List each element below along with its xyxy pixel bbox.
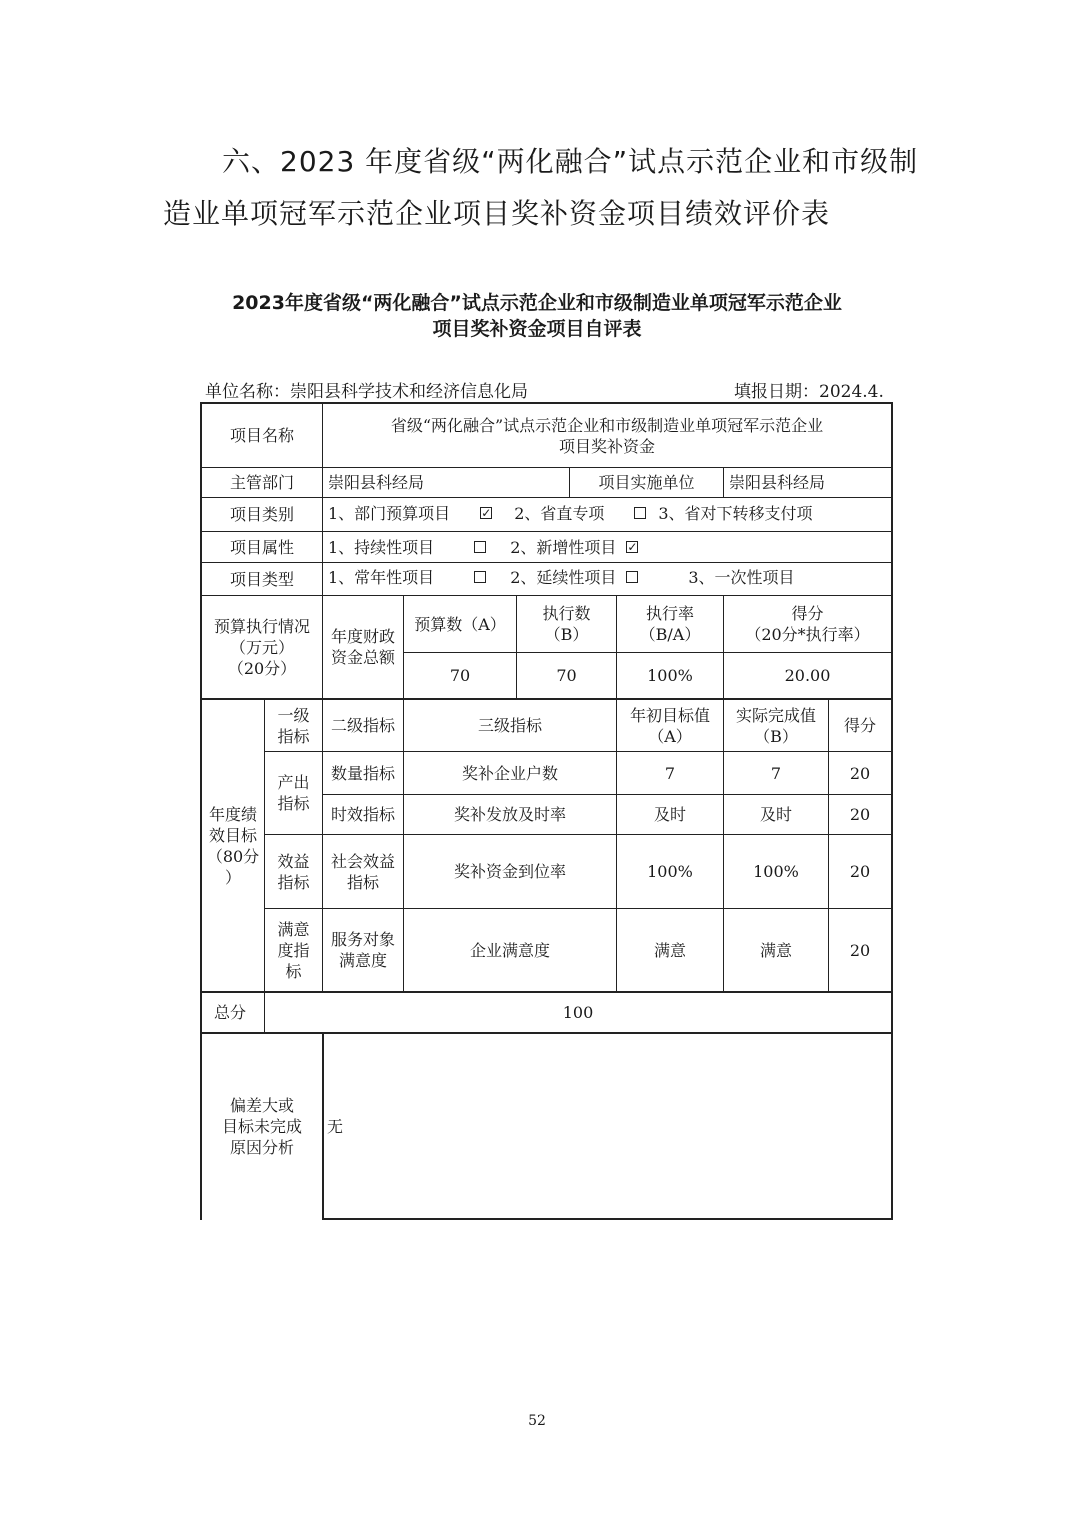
unit-name: 单位名称：崇阳县科学技术和经济信息化局 <box>205 382 528 402</box>
header-level1-line-1: 一级 <box>277 705 310 725</box>
category-option-2: 2、省直专项 <box>514 503 605 523</box>
budget-val-a: 70 <box>449 666 471 685</box>
table-row-3-score: 20 <box>849 862 871 881</box>
table-row-4-level2-line-2: 满意度 <box>338 951 387 970</box>
table-title-line-1: 2023年度省级“两化融合”试点示范企业和市级制造业单项冠军示范企业 <box>232 292 842 314</box>
attr-options <box>323 532 891 562</box>
table-row-3-level3: 奖补资金到位率 <box>453 862 566 881</box>
deviation-label-line-1: 偏差大或 <box>229 1095 294 1115</box>
table-row-3-actual: 100% <box>753 862 799 881</box>
deviation-label <box>202 1034 322 1218</box>
perf-label-line-4: ） <box>224 867 241 887</box>
group-benefit-line-2: 指标 <box>277 872 310 892</box>
heading-line-1: 六、2023 年度省级“两化融合”试点示范企业和市级制 <box>222 145 919 178</box>
checkbox-empty-icon <box>474 541 486 553</box>
header-level3: 三级指标 <box>477 716 542 735</box>
budget-col-rate-line-2: （B/A） <box>639 625 701 644</box>
table-row-1-level3: 奖补企业户数 <box>461 763 558 783</box>
table-row-4-target: 满意 <box>653 940 686 960</box>
table-row-4-actual: 满意 <box>759 940 792 960</box>
budget-col-a: 预算数（A） <box>414 614 506 634</box>
heading-line-2: 造业单项冠军示范企业项目奖补资金项目绩效评价表 <box>163 197 831 230</box>
budget-col-b <box>517 596 616 652</box>
budget-val-b: 70 <box>556 666 577 685</box>
dept-value: 崇阳县科经局 <box>328 473 425 492</box>
table-row-1-level2: 数量指标 <box>330 763 395 783</box>
table-row-3-level2-line-1: 社会效益 <box>330 851 395 871</box>
project-name-label: 项目名称 <box>229 426 294 445</box>
total-label: 总分 <box>214 1003 247 1022</box>
table-row-3-level2-line-2: 指标 <box>346 872 379 892</box>
header-target-line-1: 年初目标值 <box>629 705 710 725</box>
budget-col-score-line-1: 得分 <box>791 604 824 623</box>
budget-label <box>202 596 322 698</box>
type-options <box>323 563 891 591</box>
header-actual-line-2: （B） <box>754 726 798 746</box>
perf-label-line-2: 效目标 <box>208 825 257 845</box>
group-satisfaction-line-3: 标 <box>285 961 302 981</box>
perf-label <box>202 700 264 991</box>
group-benefit <box>265 835 322 908</box>
budget-sub-label <box>323 596 403 698</box>
total-value: 100 <box>562 1003 594 1022</box>
project-name-value-line-1: 省级“两化融合”试点示范企业和市级制造业单项冠军示范企业 <box>390 415 824 435</box>
type-option-1: 1、常年性项目 <box>328 567 435 587</box>
page-number: 52 <box>528 1413 546 1429</box>
budget-col-score-line-2: （20分*执行率） <box>745 625 870 644</box>
budget-sub-label-line-1: 年度财政 <box>330 627 395 646</box>
attr-option-1: 1、持续性项目 <box>328 537 435 557</box>
budget-sub-label-line-2: 资金总额 <box>330 648 395 667</box>
table-row-4-level3: 企业满意度 <box>469 940 550 960</box>
header-level1-line-2: 指标 <box>277 726 310 746</box>
type-label: 项目类型 <box>229 569 294 589</box>
type-option-2: 2、延续性项目 <box>510 567 617 587</box>
header-actual-line-1: 实际完成值 <box>735 705 816 725</box>
budget-col-b-line-2: （B） <box>544 625 589 644</box>
deviation-label-line-3: 原因分析 <box>229 1137 294 1157</box>
table-row-2-target: 及时 <box>653 805 686 824</box>
budget-val-score: 20.00 <box>784 666 831 685</box>
budget-col-rate-line-1: 执行率 <box>645 604 694 623</box>
group-output <box>265 752 322 834</box>
table-row-1-score: 20 <box>849 763 871 783</box>
fill-date: 填报日期：2024.4. <box>734 382 884 402</box>
group-benefit-line-1: 效益 <box>277 851 310 871</box>
table-row-1-target: 7 <box>664 763 676 783</box>
table-row-4-level2-line-1: 服务对象 <box>330 930 395 949</box>
header-actual <box>724 700 828 751</box>
group-satisfaction-line-1: 满意 <box>277 919 310 939</box>
checkbox-checked-icon <box>480 507 492 519</box>
category-option-3: 3、省对下转移支付项 <box>658 503 813 523</box>
project-name-value <box>323 404 891 467</box>
attr-label: 项目属性 <box>229 537 294 557</box>
budget-label-line-2: （万元） <box>229 637 294 657</box>
header-level2: 二级指标 <box>330 716 395 735</box>
budget-label-line-3: （20分） <box>227 658 297 678</box>
impl-unit-value: 崇阳县科经局 <box>729 473 826 492</box>
perf-label-line-3: （80分 <box>206 846 260 866</box>
checkbox-empty-icon <box>474 571 486 583</box>
deviation-label-line-2: 目标未完成 <box>221 1116 302 1136</box>
category-label: 项目类别 <box>229 505 294 524</box>
table-row-4-level2 <box>323 909 403 991</box>
checkbox-checked-icon <box>626 541 638 553</box>
budget-val-rate: 100% <box>647 666 693 685</box>
dept-label: 主管部门 <box>229 473 294 492</box>
header-target <box>617 700 723 751</box>
budget-col-rate <box>617 596 723 652</box>
checkbox-empty-icon <box>634 507 646 519</box>
table-row-3-target: 100% <box>647 862 693 881</box>
header-target-line-2: （A） <box>648 726 692 746</box>
deviation-value: 无 <box>327 1116 344 1136</box>
impl-unit-label: 项目实施单位 <box>598 473 695 492</box>
header-level1 <box>265 700 322 751</box>
budget-col-b-line-1: 执行数 <box>542 604 591 623</box>
table-row-2-level2: 时效指标 <box>330 805 395 824</box>
header-score: 得分 <box>843 716 876 735</box>
table-title-line-2: 项目奖补资金项目自评表 <box>432 318 642 340</box>
budget-col-score <box>724 596 891 652</box>
attr-option-2: 2、新增性项目 <box>510 537 617 557</box>
group-satisfaction <box>265 909 322 991</box>
group-output-line-1: 产出 <box>277 773 310 792</box>
project-name-value-line-2: 项目奖补资金 <box>558 436 655 456</box>
category-option-1: 1、部门预算项目 <box>328 503 451 523</box>
type-option-3: 3、一次性项目 <box>688 567 795 587</box>
checkbox-empty-icon <box>626 571 638 583</box>
category-options <box>323 498 891 528</box>
table-row-2-actual: 及时 <box>759 805 792 824</box>
table-row-4-score: 20 <box>849 940 871 960</box>
perf-label-line-1: 年度绩 <box>208 804 257 824</box>
table-row-1-actual: 7 <box>770 763 782 783</box>
group-output-line-2: 指标 <box>277 794 310 813</box>
group-satisfaction-line-2: 度指 <box>277 940 310 960</box>
table-row-3-level2 <box>323 835 403 908</box>
table-row-2-score: 20 <box>849 805 871 824</box>
budget-label-line-1: 预算执行情况 <box>213 616 310 636</box>
table-row-2-level3: 奖补发放及时率 <box>453 805 566 824</box>
